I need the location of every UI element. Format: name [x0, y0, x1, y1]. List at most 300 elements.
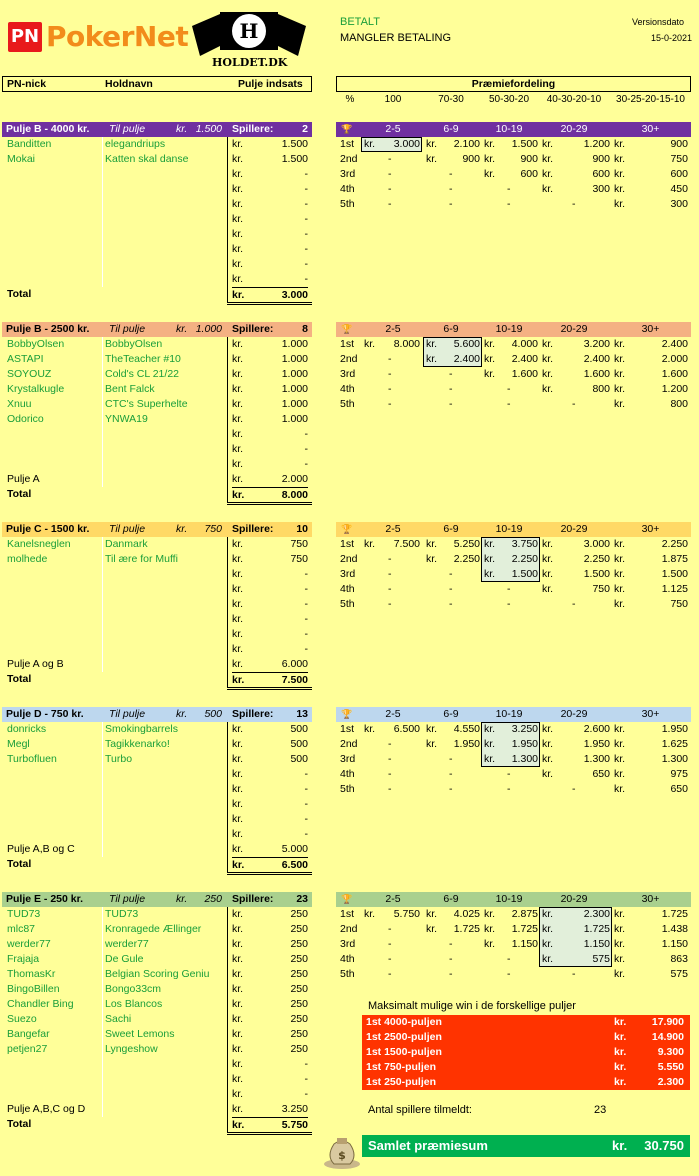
- pool-total-label: Total: [7, 488, 32, 500]
- prize-value: 1.200: [661, 383, 688, 395]
- prize-value: -: [449, 953, 453, 965]
- pool-til-amount: 1.000: [195, 323, 222, 335]
- prize-value: 575: [592, 953, 610, 965]
- pool-extra-row: [2, 657, 312, 672]
- prize-place: 5th: [340, 968, 355, 980]
- prize-value: 800: [592, 383, 610, 395]
- currency-label: kr.: [232, 213, 244, 225]
- bet-amount: 1.000: [281, 338, 308, 350]
- prize-value: -: [388, 753, 392, 765]
- prize-value: 1.950: [453, 738, 480, 750]
- prize-value: 1.500: [511, 568, 538, 580]
- table-row: [2, 337, 312, 352]
- prize-value: -: [388, 968, 392, 980]
- table-row: [2, 552, 312, 567]
- prize-value: -: [449, 583, 453, 595]
- currency-label: kr.: [232, 198, 244, 210]
- bet-amount: 250: [290, 1028, 308, 1040]
- currency-label: kr.: [542, 183, 554, 195]
- bet-amount: -: [304, 568, 308, 580]
- currency-label: kr.: [614, 1076, 627, 1088]
- table-row: [2, 427, 312, 442]
- currency-label: kr.: [232, 168, 244, 180]
- bet-amount: 250: [290, 983, 308, 995]
- prize-value: 2.400: [583, 353, 610, 365]
- prize-place: 5th: [340, 398, 355, 410]
- currency-label: kr.: [484, 738, 496, 750]
- currency-label: kr.: [232, 338, 244, 350]
- samlet-praemiesum: [362, 1135, 690, 1157]
- player-nick: Kanelsneglen: [7, 538, 71, 550]
- currency-label: kr.: [542, 383, 554, 395]
- prize-column-header: 10-19: [495, 323, 523, 335]
- table-row: [2, 1027, 312, 1042]
- currency-label: kr.: [614, 953, 626, 965]
- prize-row: [336, 582, 691, 597]
- prize-value: 2.875: [511, 908, 538, 920]
- max-win-amount: 14.900: [651, 1031, 684, 1043]
- bet-amount: -: [304, 783, 308, 795]
- currency-label: kr.: [232, 413, 244, 425]
- pool-til-amount: 500: [204, 708, 222, 720]
- prize-value: 1.438: [661, 923, 688, 935]
- pool-total-row: [2, 672, 312, 687]
- prize-value: 975: [670, 768, 688, 780]
- prize-value: -: [388, 768, 392, 780]
- currency-label: kr.: [542, 738, 554, 750]
- prize-row: [336, 937, 691, 952]
- currency-label: kr.: [614, 168, 626, 180]
- prize-value: -: [449, 168, 453, 180]
- pool-spillere-count: 13: [296, 708, 308, 720]
- currency-label: kr.: [614, 553, 626, 565]
- bet-amount: 250: [290, 908, 308, 920]
- max-win-row: [362, 1045, 690, 1060]
- prize-row: [336, 767, 691, 782]
- player-nick: Turbofluen: [7, 753, 57, 765]
- team-name: CTC's Superhelte: [105, 398, 188, 410]
- currency-label: kr.: [232, 798, 244, 810]
- currency-label: kr.: [232, 643, 244, 655]
- currency-label: kr.: [614, 1046, 627, 1058]
- max-win-amount: 9.300: [657, 1046, 684, 1058]
- table-row: [2, 922, 312, 937]
- currency-label: kr.: [232, 183, 244, 195]
- currency-label: kr.: [614, 908, 626, 920]
- prize-row: [336, 137, 691, 152]
- player-nick: Chandler Bing: [7, 998, 74, 1010]
- prize-column-header: 20-29: [560, 123, 588, 135]
- pool-title: Pulje E - 250 kr.: [6, 893, 84, 905]
- currency-label: kr.: [542, 353, 554, 365]
- currency-label: kr.: [484, 353, 496, 365]
- pool-extra-label: Pulje A: [7, 473, 40, 485]
- player-nick: Odorico: [7, 413, 44, 425]
- prize-place: 4th: [340, 183, 355, 195]
- prize-value: 1.950: [583, 738, 610, 750]
- currency-label: kr.: [232, 1103, 244, 1115]
- player-nick: Mokai: [7, 153, 36, 165]
- table-row: [2, 982, 312, 997]
- currency-label: kr.: [484, 568, 496, 580]
- prize-value: 1.725: [511, 923, 538, 935]
- prize-value: -: [507, 198, 511, 210]
- prize-row: [336, 337, 691, 352]
- currency-label: kr.: [614, 398, 626, 410]
- player-nick: Bangefar: [7, 1028, 50, 1040]
- prize-column-header: 10-19: [495, 123, 523, 135]
- currency-label: kr.: [232, 908, 244, 920]
- prize-value: 900: [670, 138, 688, 150]
- prize-value: 5.750: [393, 908, 420, 920]
- prize-value: -: [388, 383, 392, 395]
- table-row: [2, 152, 312, 167]
- pool-til-kr: kr.: [176, 708, 188, 720]
- prize-value: 450: [670, 183, 688, 195]
- prize-value: -: [449, 398, 453, 410]
- prize-value: 300: [592, 183, 610, 195]
- prize-column-header: 6-9: [443, 708, 459, 720]
- currency-label: kr.: [484, 753, 496, 765]
- prize-row: [336, 537, 691, 552]
- table-row: [2, 722, 312, 737]
- prize-value: 1.725: [583, 923, 610, 935]
- status-mangler: MANGLER BETALING: [340, 32, 452, 44]
- prize-value: -: [507, 398, 511, 410]
- prize-value: -: [388, 553, 392, 565]
- pool-header: [2, 122, 312, 137]
- table-row: [2, 827, 312, 842]
- max-win-label: 1st 750-puljen: [366, 1061, 437, 1073]
- player-nick: donricks: [7, 723, 47, 735]
- prize-value: 900: [462, 153, 480, 165]
- currency-label: kr.: [232, 857, 252, 873]
- pool-til-amount: 750: [204, 523, 222, 535]
- pool-extra-amount: 6.000: [281, 658, 308, 670]
- bet-amount: 500: [290, 738, 308, 750]
- currency-label: kr.: [232, 1088, 244, 1100]
- prize-value: -: [507, 598, 511, 610]
- prize-value: 650: [670, 783, 688, 795]
- prize-header: [336, 122, 691, 137]
- currency-label: kr.: [232, 658, 244, 670]
- prize-value: 1.150: [511, 938, 538, 950]
- bet-amount: 750: [290, 538, 308, 550]
- pool-total-row: [2, 287, 312, 302]
- prize-place: 5th: [340, 198, 355, 210]
- currency-label: kr.: [426, 538, 438, 550]
- prize-row: [336, 352, 691, 367]
- bet-amount: 1.000: [281, 383, 308, 395]
- currency-label: kr.: [232, 613, 244, 625]
- prize-value: -: [388, 168, 392, 180]
- pool-til-label: Til pulje: [109, 123, 146, 135]
- bet-amount: -: [304, 1058, 308, 1070]
- prize-value: -: [388, 953, 392, 965]
- table-row: [2, 457, 312, 472]
- currency-label: kr.: [614, 383, 626, 395]
- currency-label: kr.: [542, 908, 554, 920]
- prize-place: 1st: [340, 338, 355, 350]
- column-separator: [102, 337, 103, 487]
- praemie-header-cell: %: [345, 94, 355, 105]
- pool-header: [2, 707, 312, 722]
- currency-label: kr.: [484, 138, 496, 150]
- currency-label: kr.: [614, 783, 626, 795]
- samlet-label: Samlet præmiesum: [368, 1138, 488, 1153]
- prize-column-header: 6-9: [443, 123, 459, 135]
- prize-value: 1.200: [583, 138, 610, 150]
- prize-value: 2.250: [453, 553, 480, 565]
- team-name: Sweet Lemons: [105, 1028, 175, 1040]
- prize-column-header: 30+: [641, 323, 660, 335]
- prize-value: 2.250: [583, 553, 610, 565]
- pool-total-row: [2, 487, 312, 502]
- table-row: [2, 1042, 312, 1057]
- table-row: [2, 797, 312, 812]
- prize-column-header: 30+: [641, 523, 660, 535]
- prize-place: 3rd: [340, 168, 356, 180]
- pool-spillere-count: 8: [302, 323, 308, 335]
- pool-extra-row: [2, 842, 312, 857]
- version-date: 15-0-2021: [651, 33, 693, 43]
- column-separator: [227, 722, 228, 872]
- prize-column-header: 30+: [641, 123, 660, 135]
- table-row: [2, 582, 312, 597]
- prize-value: 1.600: [583, 368, 610, 380]
- prize-value: 2.400: [511, 353, 538, 365]
- currency-label: kr.: [232, 353, 244, 365]
- max-win-row: [362, 1060, 690, 1075]
- prize-column-header: 20-29: [560, 323, 588, 335]
- table-row: [2, 412, 312, 427]
- holdet-logo-label: HOLDET.DK: [212, 56, 288, 69]
- prize-header: [336, 707, 691, 722]
- bet-amount: 250: [290, 923, 308, 935]
- antal-value: 23: [594, 1104, 607, 1116]
- max-win-row: [362, 1015, 690, 1030]
- prize-row: [336, 737, 691, 752]
- currency-label: kr.: [614, 738, 626, 750]
- pool-til-amount: 250: [204, 893, 222, 905]
- trophy-icon: 🏆: [341, 324, 353, 334]
- prize-value: 750: [592, 583, 610, 595]
- total-double-underline: [227, 1132, 312, 1135]
- table-row: [2, 197, 312, 212]
- bet-amount: -: [304, 628, 308, 640]
- currency-label: kr.: [232, 258, 244, 270]
- column-header-bet: Pulje indsats: [238, 78, 303, 90]
- bet-amount: -: [304, 443, 308, 455]
- currency-label: kr.: [232, 398, 244, 410]
- pool-spillere-label: Spillere:: [232, 323, 274, 335]
- column-header-nick: PN-nick: [7, 78, 47, 90]
- currency-label: kr.: [232, 723, 244, 735]
- bet-amount: -: [304, 213, 308, 225]
- prize-value: -: [388, 923, 392, 935]
- max-win-amount: 17.900: [651, 1016, 684, 1028]
- pool-total-row: [2, 857, 312, 872]
- currency-label: kr.: [232, 1028, 244, 1040]
- prize-value: 5.250: [453, 538, 480, 550]
- prize-value: -: [449, 598, 453, 610]
- prize-value: 1.125: [661, 583, 688, 595]
- currency-label: kr.: [614, 583, 626, 595]
- currency-label: kr.: [232, 487, 252, 503]
- table-row: [2, 367, 312, 382]
- prize-column-header: 2-5: [385, 893, 401, 905]
- currency-label: kr.: [614, 338, 626, 350]
- prize-value: 1.625: [661, 738, 688, 750]
- currency-label: kr.: [232, 428, 244, 440]
- prize-value: -: [449, 968, 453, 980]
- team-name: Bongo33cm: [105, 983, 162, 995]
- currency-label: kr.: [484, 368, 496, 380]
- bet-amount: 250: [290, 1013, 308, 1025]
- currency-label: kr.: [614, 368, 626, 380]
- prize-column-header: 6-9: [443, 893, 459, 905]
- prize-value: -: [388, 198, 392, 210]
- team-name: elegandriups: [105, 138, 166, 150]
- player-nick: Krystalkugle: [7, 383, 65, 395]
- currency-label: kr.: [484, 923, 496, 935]
- prize-row: [336, 907, 691, 922]
- prize-place: 3rd: [340, 753, 356, 765]
- currency-label: kr.: [542, 583, 554, 595]
- prize-place: 1st: [340, 538, 355, 550]
- pool-total-amount: 6.500: [252, 857, 308, 873]
- trophy-icon: 🏆: [341, 524, 353, 534]
- table-row: [2, 1057, 312, 1072]
- prize-place: 2nd: [340, 353, 358, 365]
- prize-column-header: 20-29: [560, 523, 588, 535]
- team-name: werder77: [105, 938, 149, 950]
- currency-label: kr.: [232, 153, 244, 165]
- bet-amount: 1.000: [281, 368, 308, 380]
- bet-amount: 1.500: [281, 138, 308, 150]
- currency-label: kr.: [426, 153, 438, 165]
- currency-label: kr.: [232, 138, 244, 150]
- pool-spillere-count: 2: [302, 123, 308, 135]
- pool-extra-label: Pulje A,B,C og D: [7, 1103, 86, 1115]
- currency-label: kr.: [542, 553, 554, 565]
- praemie-header-cell: 30-25-20-15-10: [616, 94, 685, 105]
- prize-value: -: [449, 368, 453, 380]
- prize-value: -: [449, 568, 453, 580]
- antal-label: Antal spillere tilmeldt:: [368, 1104, 472, 1116]
- prize-column-header: 2-5: [385, 523, 401, 535]
- pool-til-kr: kr.: [176, 523, 188, 535]
- pool-total-amount: 5.750: [252, 1117, 308, 1133]
- currency-label: kr.: [426, 138, 438, 150]
- bet-amount: -: [304, 183, 308, 195]
- table-row: [2, 907, 312, 922]
- player-nick: werder77: [7, 938, 51, 950]
- prize-value: 1.500: [583, 568, 610, 580]
- prize-row: [336, 182, 691, 197]
- currency-label: kr.: [614, 1031, 627, 1043]
- currency-label: kr.: [542, 768, 554, 780]
- bet-amount: -: [304, 1073, 308, 1085]
- currency-label: kr.: [232, 983, 244, 995]
- prize-value: -: [388, 398, 392, 410]
- pool-extra-label: Pulje A,B og C: [7, 843, 75, 855]
- player-nick: petjen27: [7, 1043, 48, 1055]
- prize-value: -: [388, 598, 392, 610]
- currency-label: kr.: [232, 287, 252, 303]
- currency-label: kr.: [614, 568, 626, 580]
- currency-label: kr.: [232, 783, 244, 795]
- pool-title: Pulje D - 750 kr.: [6, 708, 84, 720]
- prize-row: [336, 382, 691, 397]
- prize-place: 3rd: [340, 368, 356, 380]
- pool-total-label: Total: [7, 288, 32, 300]
- prize-column-header: 6-9: [443, 523, 459, 535]
- currency-label: kr.: [364, 723, 376, 735]
- bet-amount: 500: [290, 753, 308, 765]
- prize-value: 5.600: [453, 338, 480, 350]
- max-win-label: 1st 250-puljen: [366, 1076, 437, 1088]
- team-name: Til ære for Muffi: [105, 553, 178, 565]
- bet-amount: -: [304, 168, 308, 180]
- bet-amount: 250: [290, 968, 308, 980]
- prize-value: -: [449, 383, 453, 395]
- column-separator: [227, 337, 228, 502]
- table-row: [2, 567, 312, 582]
- currency-label: kr.: [232, 1058, 244, 1070]
- praemie-title: Præmiefordeling: [336, 76, 691, 92]
- bet-amount: 250: [290, 953, 308, 965]
- pool-title: Pulje B - 4000 kr.: [6, 123, 90, 135]
- prize-value: 1.600: [511, 368, 538, 380]
- prize-value: -: [388, 353, 392, 365]
- currency-label: kr.: [232, 968, 244, 980]
- currency-label: kr.: [232, 368, 244, 380]
- prize-place: 1st: [340, 723, 355, 735]
- prize-column-header: 10-19: [495, 523, 523, 535]
- table-row: [2, 937, 312, 952]
- prize-row: [336, 167, 691, 182]
- max-win-amount: 2.300: [657, 1076, 684, 1088]
- bet-amount: 1.000: [281, 353, 308, 365]
- pool-extra-amount: 2.000: [281, 473, 308, 485]
- player-nick: mlc87: [7, 923, 36, 935]
- table-row: [2, 967, 312, 982]
- prize-place: 4th: [340, 768, 355, 780]
- pool-extra-label: Pulje A og B: [7, 658, 64, 670]
- prize-value: 1.725: [661, 908, 688, 920]
- prize-value: 1.875: [661, 553, 688, 565]
- prize-place: 5th: [340, 598, 355, 610]
- currency-label: kr.: [232, 598, 244, 610]
- pool-til-label: Til pulje: [109, 323, 146, 335]
- currency-label: kr.: [614, 538, 626, 550]
- bet-amount: -: [304, 428, 308, 440]
- bet-amount: 250: [290, 938, 308, 950]
- pool-til-kr: kr.: [176, 323, 188, 335]
- bet-amount: -: [304, 643, 308, 655]
- prize-value: 2.250: [661, 538, 688, 550]
- prize-value: 2.100: [453, 138, 480, 150]
- bet-amount: -: [304, 258, 308, 270]
- prize-value: 900: [520, 153, 538, 165]
- bet-amount: -: [304, 613, 308, 625]
- team-name: Belgian Scoring Geniu: [105, 968, 210, 980]
- money-bag-icon: [322, 1130, 362, 1170]
- prize-value: -: [449, 753, 453, 765]
- currency-label: kr.: [426, 738, 438, 750]
- team-name: Lyngeshow: [105, 1043, 158, 1055]
